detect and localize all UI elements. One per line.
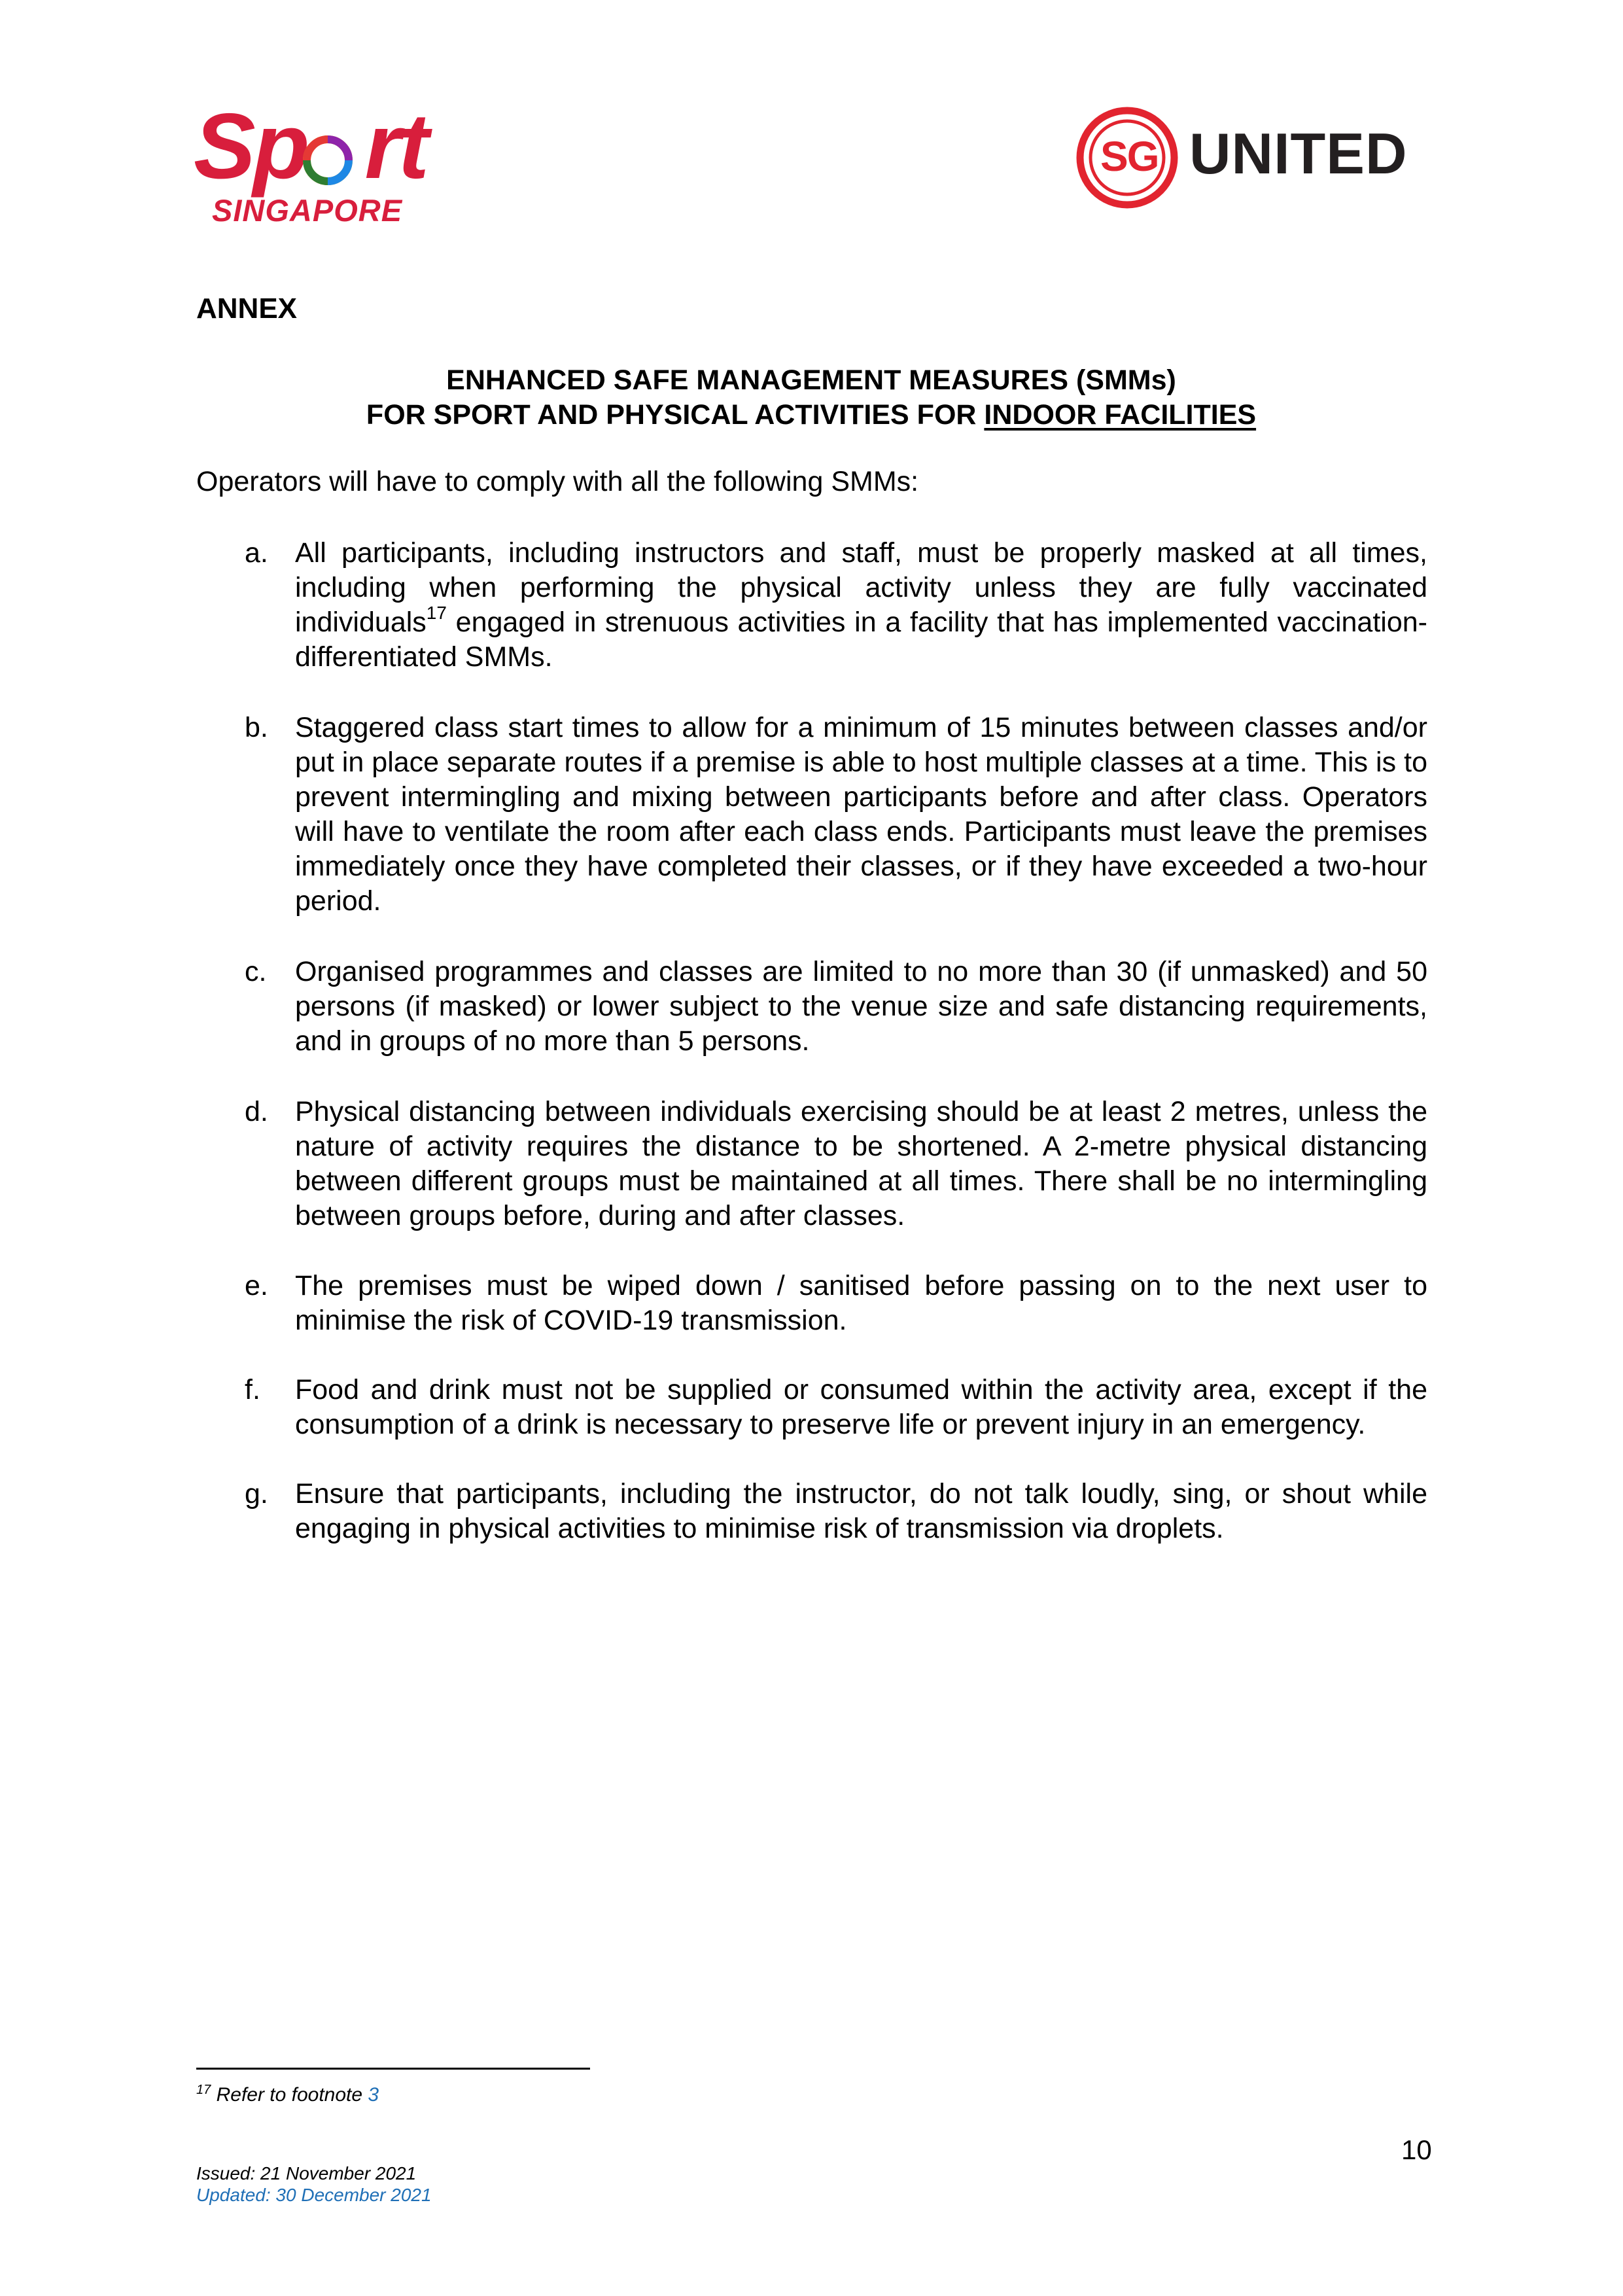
list-item [196, 1373, 1427, 1442]
footnote-divider [196, 2068, 590, 2070]
list-item-letter: b. [245, 712, 268, 743]
sport-singapore-logo [194, 94, 455, 229]
sg-united-logo [1073, 103, 1426, 215]
united-wordmark: UNITED [1189, 121, 1408, 186]
list-item-text: Ensure that participants, including the instructor, do not talk loudly, sing, or shout while engaging in physical activities to minimise risk of transmission via droplets. [295, 1478, 1427, 1544]
page-number: 10 [1401, 2134, 1432, 2165]
sport-logo-subtitle: SINGAPORE [212, 193, 403, 228]
list-item-letter: a. [245, 537, 268, 569]
list-item [196, 1269, 1427, 1338]
list-item [196, 536, 1427, 675]
page-title [196, 363, 1426, 433]
title-underlined: INDOOR FACILITIES [984, 399, 1257, 431]
list-item [196, 955, 1427, 1059]
sg-badge-text: SG [1100, 133, 1159, 180]
list-item-letter: f. [245, 1374, 260, 1405]
list-item-text: Staggered class start times to allow for a minimum of 15 minutes between classes and/or put in place separate routes if a premise is able to host multiple classes at a time. This is to prevent intermingling and mixing between participants before and after class. Operators will have to ventilate the room after each class ends. Participants must leave the premises immediately once they have completed their classes, or if they have exceeded a two-hour period. [295, 712, 1427, 917]
list-item-letter: d. [245, 1096, 268, 1127]
issued-date: Issued: 21 November 2021 [196, 2163, 417, 2183]
footnote-reference-link[interactable]: 3 [368, 2084, 379, 2106]
list-item-letter: e. [245, 1270, 268, 1301]
annex-label: ANNEX [196, 292, 298, 325]
list-item-letter: g. [245, 1478, 268, 1510]
list-item [196, 711, 1427, 919]
list-item-text: Physical distancing between individuals exercising should be at least 2 metres, unless the nature of activity requires the distance to be shortened. A 2-metre physical distancing between different groups must be maintained at all times. There shall be no intermingling between groups before, during and after classes. [295, 1096, 1427, 1231]
sport-logo-swirl-icon [298, 131, 357, 190]
list-item [196, 1095, 1427, 1233]
updated-date: Updated: 30 December 2021 [196, 2185, 432, 2205]
list-item-letter: c. [245, 956, 267, 987]
list-item-text: All participants, including instructors and staff, must be properly masked at all times, including when performing the physical activity unless they are fully vaccinated individuals$^{17}$ engaged in strenuous activities in a facility that has implemented vaccination-differentiated SMMs. [295, 537, 1427, 673]
footnote: $^{17}$ Refer to footnote 3 [196, 2083, 379, 2106]
list-item-text: Organised programmes and classes are limited to no more than 30 (if unmasked) and 50 persons (if masked) or lower subject to the venue size and safe distancing requirements, and in groups of no more than 5 persons. [295, 956, 1427, 1057]
footnote-marker: 17 [426, 602, 447, 623]
list-item-text: Food and drink must not be supplied or consumed within the activity area, except if the consumption of a drink is necessary to preserve life or prevent injury in an emergency. [295, 1374, 1427, 1440]
list-item [196, 1477, 1427, 1546]
title-line-1: ENHANCED SAFE MANAGEMENT MEASURES (SMMs) [446, 364, 1176, 396]
title-line-2: FOR SPORT AND PHYSICAL ACTIVITIES FOR INDOOR FACILITIES [366, 399, 1257, 431]
list-item-text: The premises must be wiped down / sanitised before passing on to the next user to minimise the risk of COVID-19 transmission. [295, 1270, 1427, 1336]
sport-logo-word: Sp rt [194, 94, 427, 198]
intro-text: Operators will have to comply with all the following SMMs: [196, 466, 919, 497]
